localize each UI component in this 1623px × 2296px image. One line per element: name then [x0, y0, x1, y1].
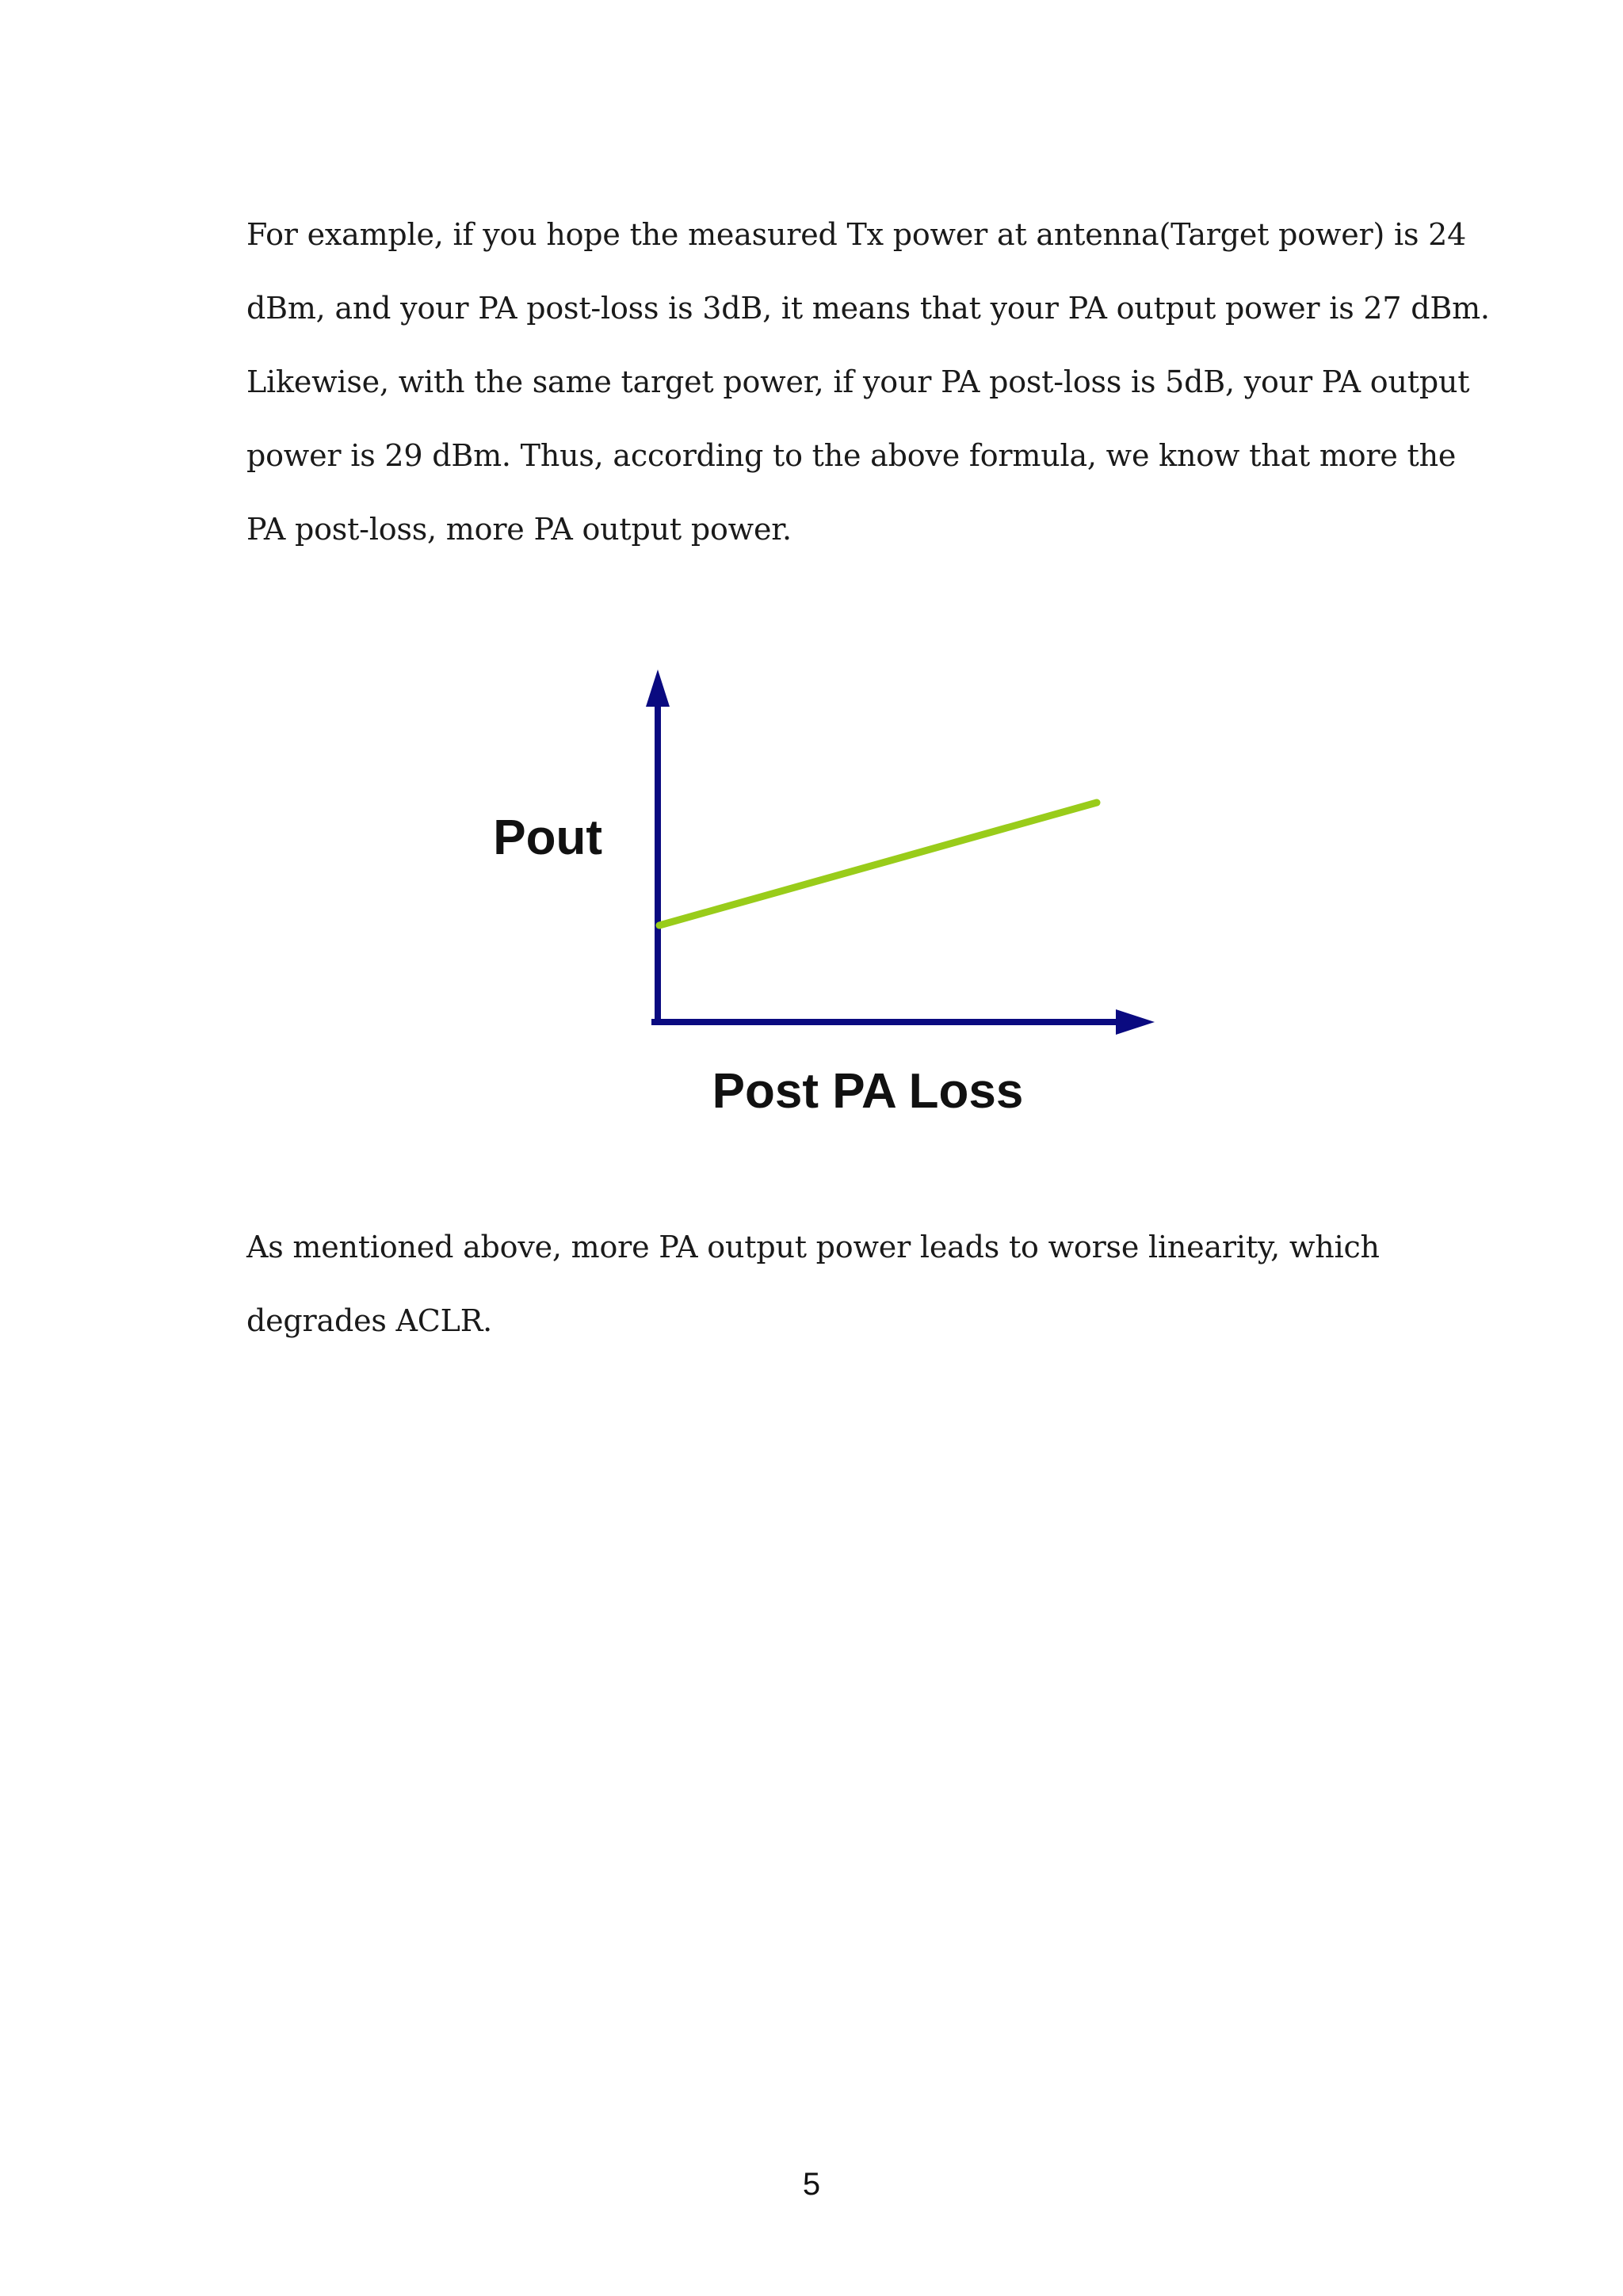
diagram-canvas [475, 650, 1189, 1141]
text-line: degrades ACLR. [246, 1303, 492, 1338]
pout-vs-loss-diagram [475, 650, 1189, 1141]
x-axis-label: Post PA Loss [712, 1064, 1024, 1119]
page-number: 5 [802, 2167, 821, 2202]
pout-trend-line [659, 803, 1097, 925]
paragraph-linearity-note [246, 1211, 1403, 1358]
text-line: power is 29 dBm. Thus, according to the above formula, we know that more the [246, 438, 1457, 473]
text-line: For example, if you hope the measured Tx power at antenna(Target power) is 24 [246, 217, 1467, 252]
text-line: dBm, and your PA post-loss is 3dB, it means that your PA output power is 27 dBm. [246, 291, 1490, 326]
text-line: Likewise, with the same target power, if your PA post-loss is 5dB, your PA output [246, 364, 1470, 399]
x-axis-arrow-icon [1116, 1009, 1155, 1035]
y-axis-label: Pout [493, 810, 602, 865]
text-line: As mentioned above, more PA output power leads to worse linearity, which [246, 1230, 1380, 1264]
y-axis-arrow-icon [646, 669, 670, 707]
paragraph-target-power-example [246, 198, 1490, 566]
text-line: PA post-loss, more PA output power. [246, 512, 792, 547]
